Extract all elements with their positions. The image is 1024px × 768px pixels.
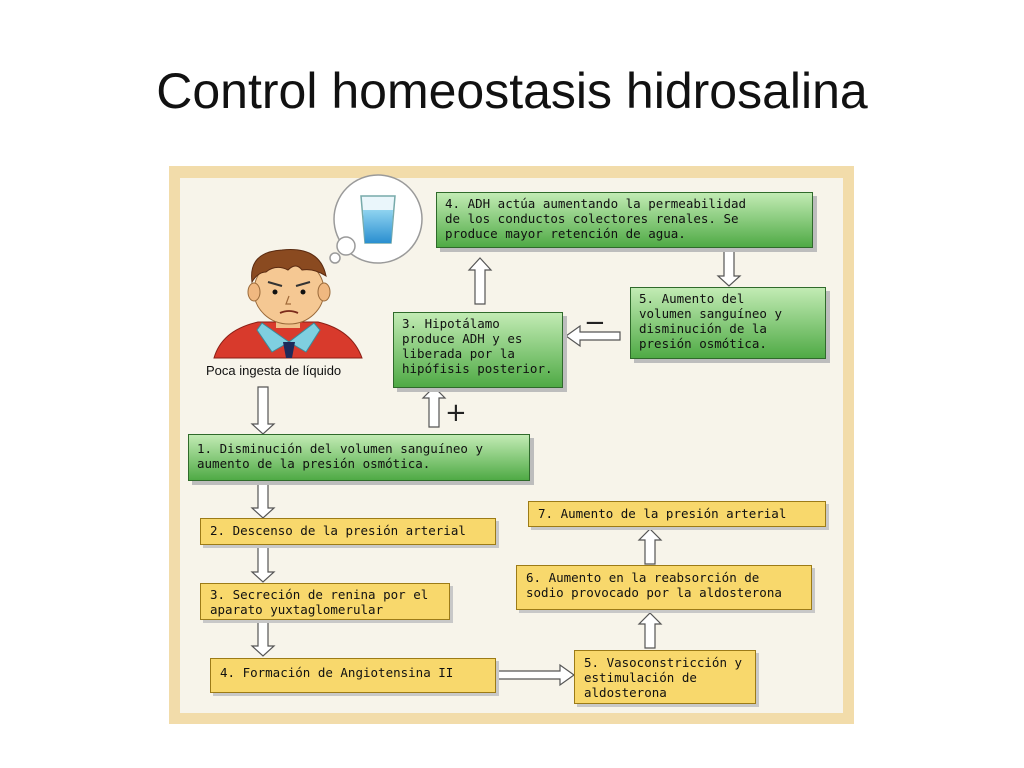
arrow-person-to-b1 — [252, 387, 274, 434]
arrow-b3-to-b4 — [469, 258, 491, 304]
arrow-y3-to-y4 — [252, 621, 274, 656]
minus-sign: − — [584, 308, 606, 338]
slide-title: Control homeostasis hidrosalina — [156, 63, 868, 119]
step-box-b1-decrease: 1. Disminución del volumen sanguíneo y aumento de la presión osmótica. — [188, 434, 530, 481]
step-box-y7-pressure-up: 7. Aumento de la presión arterial — [528, 501, 826, 527]
arrow-y2-to-y3 — [252, 547, 274, 582]
arrow-y6-to-y7 — [639, 529, 661, 564]
step-box-b4-adh: 4. ADH actúa aumentando la permeabilidad de los conductos colectores renales. Se produce mayor retención de agua. — [436, 192, 813, 248]
step-box-b3-hypothalamus: 3. Hipotálamo produce ADH y es liberada por la hipófisis posterior. — [393, 312, 563, 388]
step-box-y2-pressure-down: 2. Descenso de la presión arterial — [200, 518, 496, 545]
arrow-y5-to-y6 — [639, 613, 661, 648]
step-box-y6-reabsorption: 6. Aumento en la reabsorción de sodio provocado por la aldosterona — [516, 565, 812, 610]
step-box-b5-volume: 5. Aumento del volumen sanguíneo y disminución de la presión osmótica. — [630, 287, 826, 359]
step-box-y5-vasoconstriction: 5. Vasoconstricción y estimulación de aldosterona — [574, 650, 756, 704]
arrow-b4-to-b5 — [718, 250, 740, 286]
step-box-y3-renin: 3. Secreción de renina por el aparato yuxtaglomerular — [200, 583, 450, 620]
person-caption: Poca ingesta de líquido — [206, 363, 342, 378]
arrow-b1-to-y2 — [252, 483, 274, 518]
arrow-y4-to-y5 — [496, 665, 574, 685]
step-box-y4-angiotensin: 4. Formación de Angiotensina II — [210, 658, 496, 693]
thought-bubble — [330, 175, 422, 263]
arrow-b1-to-b3 — [423, 387, 445, 427]
plus-sign: + — [445, 398, 467, 428]
glass-of-water-icon — [361, 196, 395, 243]
boy-illustration — [214, 250, 362, 358]
